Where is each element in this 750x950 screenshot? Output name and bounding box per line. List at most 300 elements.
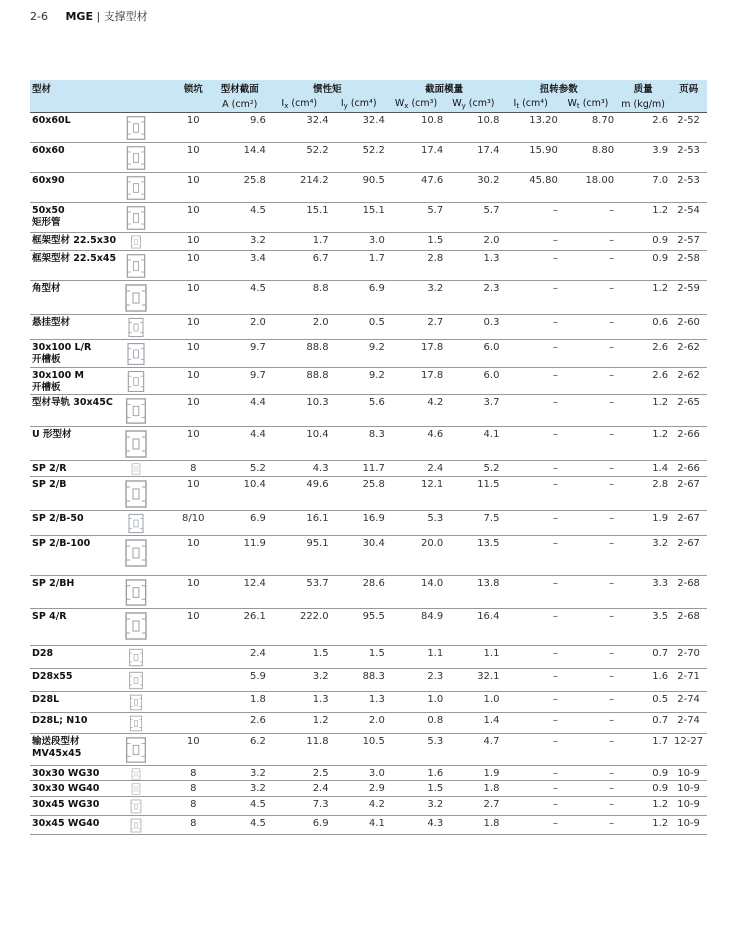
- wy-cell: 4.7: [483, 736, 500, 747]
- wt-cell: –: [609, 799, 615, 810]
- wy-cell: 1.3: [483, 253, 500, 264]
- table-row: [30, 203, 707, 233]
- page-number: 2-6: [30, 10, 48, 23]
- wx-cell: 0.8: [427, 715, 444, 726]
- profile-name: 30x30 WG30: [32, 768, 100, 779]
- wt-cell: –: [609, 283, 615, 294]
- col-lock: 锁坑: [175, 80, 212, 96]
- wx-cell: 5.3: [427, 736, 444, 747]
- it-cell: –: [552, 611, 558, 622]
- wx-cell: 3.2: [427, 799, 444, 810]
- wt-cell: –: [609, 538, 615, 549]
- table-row: [30, 816, 707, 835]
- ix-cell: 1.3: [312, 694, 329, 705]
- iy-cell: 0.5: [368, 317, 385, 328]
- ix-cell: 4.3: [312, 463, 329, 474]
- col-profile: 型材: [30, 80, 123, 96]
- header-row-groups: [30, 80, 707, 96]
- page-cell: 10-9: [677, 783, 700, 794]
- wt-cell: –: [609, 342, 615, 353]
- iy-cell: 6.9: [368, 283, 385, 294]
- iy-cell: 9.2: [368, 370, 385, 381]
- area-cell: 2.4: [249, 648, 266, 659]
- profile-30x45-wg40-icon: [123, 816, 175, 835]
- d28-icon: [123, 646, 175, 669]
- it-cell: 45.80: [529, 175, 558, 186]
- profile-table: [30, 80, 707, 835]
- table-row: [30, 233, 707, 251]
- profile-60x60l-icon: [123, 113, 175, 143]
- area-cell: 4.5: [249, 205, 266, 216]
- wt-cell: –: [609, 783, 615, 794]
- it-cell: –: [552, 768, 558, 779]
- lock-cell: [175, 692, 212, 713]
- profile-name: D28x55: [32, 671, 73, 682]
- page-cell: 12-27: [674, 736, 704, 747]
- page-cell: 2-66: [677, 429, 700, 440]
- area-cell: 3.4: [249, 253, 266, 264]
- ix-cell: 88.8: [306, 342, 329, 353]
- angle-profile-icon: [123, 281, 175, 315]
- wx-cell: 2.4: [427, 463, 444, 474]
- wx-cell: 12.1: [420, 479, 444, 490]
- ix-cell: 2.4: [312, 783, 329, 794]
- wy-cell: 1.8: [483, 783, 500, 794]
- table-row: [30, 340, 707, 368]
- lock-cell: 10: [186, 317, 200, 328]
- iy-cell: 1.5: [368, 648, 385, 659]
- d28l-n10-icon: [123, 713, 175, 734]
- table-row: [30, 281, 707, 315]
- lock-cell: 10: [186, 205, 200, 216]
- iy-cell: 5.6: [368, 397, 385, 408]
- page-cell: 2-52: [677, 115, 700, 126]
- wx-cell: 1.5: [427, 235, 444, 246]
- ix-cell: 6.7: [312, 253, 329, 264]
- it-cell: 15.90: [529, 145, 558, 156]
- iy-cell: 90.5: [362, 175, 385, 186]
- profile-30x30-wg40-icon: [123, 781, 175, 797]
- profile-name: 框架型材 22.5x30: [32, 235, 117, 246]
- iy-cell: 28.6: [362, 578, 385, 589]
- ix-cell: 53.7: [306, 578, 329, 589]
- wt-cell: –: [609, 818, 615, 829]
- wx-cell: 4.3: [427, 818, 444, 829]
- iy-cell: 9.2: [368, 342, 385, 353]
- table-row: [30, 669, 707, 692]
- lock-cell: 8: [190, 818, 197, 829]
- iy-cell: 52.2: [362, 145, 385, 156]
- iy-cell: 4.1: [368, 818, 385, 829]
- it-cell: –: [552, 578, 558, 589]
- area-cell: 10.4: [243, 479, 266, 490]
- mass-cell: 2.6: [652, 115, 669, 126]
- page-cell: 2-66: [677, 463, 700, 474]
- wy-cell: 32.1: [477, 671, 500, 682]
- mass-cell: 3.9: [652, 145, 669, 156]
- wx-cell: 2.3: [427, 671, 444, 682]
- table-row: [30, 797, 707, 816]
- wx-cell: 1.5: [427, 783, 444, 794]
- iy-cell: 8.3: [368, 429, 385, 440]
- it-cell: –: [552, 253, 558, 264]
- col-inertia: 惯性矩: [268, 80, 387, 96]
- unit-area: A (cm²): [212, 96, 268, 113]
- area-cell: 6.2: [249, 736, 266, 747]
- area-cell: 3.2: [249, 783, 266, 794]
- lock-cell: 10: [186, 175, 200, 186]
- wx-cell: 17.8: [420, 370, 444, 381]
- it-cell: –: [552, 479, 558, 490]
- area-cell: 4.4: [249, 429, 266, 440]
- lock-cell: 8: [190, 463, 197, 474]
- wx-cell: 20.0: [420, 538, 444, 549]
- wt-cell: 8.70: [591, 115, 615, 126]
- page-cell: 2-68: [677, 611, 700, 622]
- page-cell: 10-9: [677, 818, 700, 829]
- table-row: [30, 113, 707, 143]
- area-cell: 26.1: [243, 611, 266, 622]
- it-cell: –: [552, 429, 558, 440]
- lock-cell: 10: [186, 429, 200, 440]
- lock-cell: 10: [186, 736, 200, 747]
- wt-cell: –: [609, 768, 615, 779]
- wy-cell: 5.2: [483, 463, 500, 474]
- unit-wx: $W_x$ (cm³): [387, 96, 445, 113]
- it-cell: –: [552, 513, 558, 524]
- wt-cell: –: [609, 694, 615, 705]
- profile-name: 50x50 矩形管: [32, 205, 65, 228]
- table-row: [30, 395, 707, 427]
- profile-name: SP 4/R: [32, 611, 67, 622]
- ix-cell: 6.9: [312, 818, 329, 829]
- it-cell: –: [552, 715, 558, 726]
- iy-cell: 16.9: [362, 513, 385, 524]
- area-cell: 14.4: [243, 145, 266, 156]
- profile-name: 30x45 WG30: [32, 799, 100, 810]
- lock-cell: 10: [186, 235, 200, 246]
- ix-cell: 8.8: [312, 283, 329, 294]
- wx-cell: 5.3: [427, 513, 444, 524]
- area-cell: 9.7: [249, 342, 266, 353]
- unit-mass: m (kg/m): [616, 96, 670, 113]
- mass-cell: 0.7: [652, 715, 669, 726]
- unit-wy: $W_y$ (cm³): [445, 96, 501, 113]
- profile-60x90-icon: [123, 173, 175, 203]
- page-cell: 2-59: [677, 283, 700, 294]
- ix-cell: 1.7: [312, 235, 329, 246]
- mass-cell: 1.6: [652, 671, 669, 682]
- area-cell: 25.8: [243, 175, 266, 186]
- iy-cell: 95.5: [362, 611, 385, 622]
- sp-4r-icon: [123, 609, 175, 646]
- it-cell: –: [552, 463, 558, 474]
- mass-cell: 0.9: [652, 253, 669, 264]
- profile-name: 框架型材 22.5x45: [32, 253, 117, 264]
- table-row: [30, 766, 707, 781]
- wy-cell: 2.3: [483, 283, 500, 294]
- lock-cell: 10: [186, 538, 200, 549]
- wy-cell: 1.4: [483, 715, 500, 726]
- profile-name: 30x100 L/R 开槽板: [32, 342, 92, 365]
- unit-it: $I_t$ (cm⁴): [501, 96, 559, 113]
- wt-cell: –: [609, 513, 615, 524]
- area-cell: 12.4: [243, 578, 266, 589]
- unit-iy: $I_y$ (cm⁴): [331, 96, 387, 113]
- mass-cell: 1.2: [652, 818, 669, 829]
- area-cell: 3.2: [249, 235, 266, 246]
- wy-cell: 2.0: [483, 235, 500, 246]
- profile-name: SP 2/B: [32, 479, 67, 490]
- it-cell: –: [552, 317, 558, 328]
- profile-name: SP 2/BH: [32, 578, 75, 589]
- lock-cell: 8/10: [182, 513, 205, 524]
- wx-cell: 10.8: [420, 115, 444, 126]
- table-row: [30, 781, 707, 797]
- lock-cell: 10: [186, 370, 200, 381]
- col-torsion: 扭转参数: [501, 80, 616, 96]
- header-row-units: [30, 96, 707, 113]
- wx-cell: 84.9: [420, 611, 444, 622]
- lock-cell: 8: [190, 768, 197, 779]
- mass-cell: 2.8: [652, 479, 669, 490]
- it-cell: –: [552, 205, 558, 216]
- wt-cell: –: [609, 611, 615, 622]
- frame-profile-22-5x45-icon: [123, 251, 175, 281]
- ix-cell: 15.1: [306, 205, 329, 216]
- iy-cell: 2.0: [368, 715, 385, 726]
- ix-cell: 52.2: [306, 145, 329, 156]
- ix-cell: 10.4: [306, 429, 329, 440]
- rectangular-tube-icon: [123, 203, 175, 233]
- mass-cell: 1.4: [652, 463, 669, 474]
- profile-30x45-wg30-icon: [123, 797, 175, 816]
- wx-cell: 3.2: [427, 283, 444, 294]
- table-row: [30, 427, 707, 461]
- table-row: [30, 368, 707, 395]
- area-cell: 9.6: [249, 115, 266, 126]
- wy-cell: 2.7: [483, 799, 500, 810]
- lock-cell: 10: [186, 611, 200, 622]
- it-cell: 13.20: [529, 115, 558, 126]
- conveyor-profile-mv45x45-icon: [123, 734, 175, 766]
- iy-cell: 88.3: [362, 671, 385, 682]
- area-cell: 3.2: [249, 768, 266, 779]
- mass-cell: 0.9: [652, 768, 669, 779]
- table-row: [30, 734, 707, 766]
- lock-cell: 10: [186, 397, 200, 408]
- wt-cell: –: [609, 253, 615, 264]
- d28l-icon: [123, 692, 175, 713]
- area-cell: 2.6: [249, 715, 266, 726]
- iy-cell: 11.7: [362, 463, 385, 474]
- wy-cell: 13.5: [477, 538, 500, 549]
- sp-2bh-icon: [123, 576, 175, 609]
- mass-cell: 2.6: [652, 370, 669, 381]
- wt-cell: –: [609, 317, 615, 328]
- lock-cell: 8: [190, 783, 197, 794]
- wt-cell: –: [609, 671, 615, 682]
- wx-cell: 47.6: [420, 175, 444, 186]
- wx-cell: 1.1: [427, 648, 444, 659]
- profile-name: 60x60: [32, 145, 65, 156]
- ix-cell: 95.1: [306, 538, 329, 549]
- ix-cell: 2.5: [312, 768, 329, 779]
- it-cell: –: [552, 799, 558, 810]
- profile-name: 30x100 M 开槽板: [32, 370, 84, 393]
- page-cell: 10-9: [677, 768, 700, 779]
- page-cell: 2-53: [677, 175, 700, 186]
- wy-cell: 30.2: [477, 175, 500, 186]
- wt-cell: –: [609, 235, 615, 246]
- page-cell: 2-67: [677, 538, 700, 549]
- unit-wt: $W_t$ (cm³): [560, 96, 616, 113]
- it-cell: –: [552, 235, 558, 246]
- it-cell: –: [552, 736, 558, 747]
- table-row: [30, 173, 707, 203]
- it-cell: –: [552, 783, 558, 794]
- profile-name: 悬挂型材: [32, 317, 71, 328]
- area-cell: 11.9: [243, 538, 266, 549]
- table-row: [30, 536, 707, 576]
- wy-cell: 1.0: [483, 694, 500, 705]
- wt-cell: 8.80: [591, 145, 615, 156]
- area-cell: 5.2: [249, 463, 266, 474]
- it-cell: –: [552, 818, 558, 829]
- wx-cell: 17.4: [420, 145, 444, 156]
- lock-cell: 10: [186, 283, 200, 294]
- wt-cell: –: [609, 370, 615, 381]
- lock-cell: [175, 646, 212, 669]
- slotted-panel-lr-icon: [123, 340, 175, 368]
- table-row: [30, 251, 707, 281]
- wx-cell: 14.0: [420, 578, 444, 589]
- table-row: [30, 713, 707, 734]
- lock-cell: 10: [186, 578, 200, 589]
- wt-cell: –: [609, 479, 615, 490]
- unit-ix: $I_x$ (cm⁴): [268, 96, 331, 113]
- sp-2b-50-icon: [123, 511, 175, 536]
- sp-2r-icon: [123, 461, 175, 477]
- wt-cell: 18.00: [585, 175, 615, 186]
- lock-cell: 10: [186, 253, 200, 264]
- col-mass: 质量: [616, 80, 670, 96]
- lock-cell: 10: [186, 115, 200, 126]
- it-cell: –: [552, 694, 558, 705]
- ix-cell: 1.2: [312, 715, 329, 726]
- profile-name: U 形型材: [32, 429, 72, 440]
- table-row: [30, 576, 707, 609]
- lock-cell: 10: [186, 145, 200, 156]
- table-row: [30, 646, 707, 669]
- d28x55-icon: [123, 669, 175, 692]
- profile-rail-30x45c-icon: [123, 395, 175, 427]
- ix-cell: 16.1: [306, 513, 329, 524]
- mass-cell: 0.7: [652, 648, 669, 659]
- wy-cell: 6.0: [483, 342, 500, 353]
- page-cell: 2-74: [677, 694, 700, 705]
- mass-cell: 1.2: [652, 429, 669, 440]
- page-cell: 2-65: [677, 397, 700, 408]
- wy-cell: 16.4: [477, 611, 500, 622]
- area-cell: 4.5: [249, 818, 266, 829]
- it-cell: –: [552, 370, 558, 381]
- iy-cell: 32.4: [362, 115, 385, 126]
- table-row: [30, 477, 707, 511]
- profile-name: 60x60L: [32, 115, 71, 126]
- mass-cell: 1.2: [652, 799, 669, 810]
- lock-cell: 10: [186, 479, 200, 490]
- mass-cell: 0.5: [652, 694, 669, 705]
- mass-cell: 1.9: [652, 513, 669, 524]
- sp-2b-100-icon: [123, 536, 175, 576]
- wx-cell: 4.6: [427, 429, 444, 440]
- wt-cell: –: [609, 578, 615, 589]
- page-cell: 2-54: [677, 205, 700, 216]
- lock-cell: 10: [186, 342, 200, 353]
- profile-name: 60x90: [32, 175, 65, 186]
- slotted-panel-m-icon: [123, 368, 175, 395]
- mass-cell: 1.2: [652, 397, 669, 408]
- page-header: [30, 8, 148, 24]
- it-cell: –: [552, 671, 558, 682]
- table-row: [30, 692, 707, 713]
- iy-cell: 30.4: [362, 538, 385, 549]
- wx-cell: 4.2: [427, 397, 444, 408]
- profile-name: 30x30 WG40: [32, 783, 100, 794]
- area-cell: 4.5: [249, 799, 266, 810]
- page-cell: 2-62: [677, 342, 700, 353]
- wt-cell: –: [609, 205, 615, 216]
- frame-profile-22-5x30-icon: [123, 233, 175, 251]
- lock-cell: [175, 713, 212, 734]
- page-cell: 2-74: [677, 715, 700, 726]
- wy-cell: 4.1: [483, 429, 500, 440]
- wy-cell: 13.8: [477, 578, 500, 589]
- mass-cell: 1.2: [652, 283, 669, 294]
- ix-cell: 7.3: [312, 799, 329, 810]
- wy-cell: 1.8: [483, 818, 500, 829]
- mass-cell: 3.3: [652, 578, 669, 589]
- ix-cell: 2.0: [312, 317, 329, 328]
- mass-cell: 2.6: [652, 342, 669, 353]
- it-cell: –: [552, 397, 558, 408]
- ix-cell: 222.0: [299, 611, 329, 622]
- wy-cell: 11.5: [477, 479, 500, 490]
- profile-name: D28: [32, 648, 54, 659]
- page-cell: 2-57: [677, 235, 700, 246]
- page-cell: 2-62: [677, 370, 700, 381]
- suspension-profile-icon: [123, 315, 175, 340]
- area-cell: 4.4: [249, 397, 266, 408]
- profile-name: SP 2/R: [32, 463, 67, 474]
- page-cell: 2-67: [677, 479, 700, 490]
- profile-name: D28L: [32, 694, 60, 705]
- profile-name: 角型材: [32, 283, 61, 294]
- area-cell: 5.9: [249, 671, 266, 682]
- ix-cell: 49.6: [306, 479, 329, 490]
- page-cell: 10-9: [677, 799, 700, 810]
- it-cell: –: [552, 648, 558, 659]
- profile-name: D28L; N10: [32, 715, 88, 726]
- brand: MGE: [65, 10, 93, 23]
- wx-cell: 17.8: [420, 342, 444, 353]
- mass-cell: 1.2: [652, 205, 669, 216]
- table-row: [30, 461, 707, 477]
- it-cell: –: [552, 538, 558, 549]
- iy-cell: 25.8: [362, 479, 385, 490]
- area-cell: 1.8: [249, 694, 266, 705]
